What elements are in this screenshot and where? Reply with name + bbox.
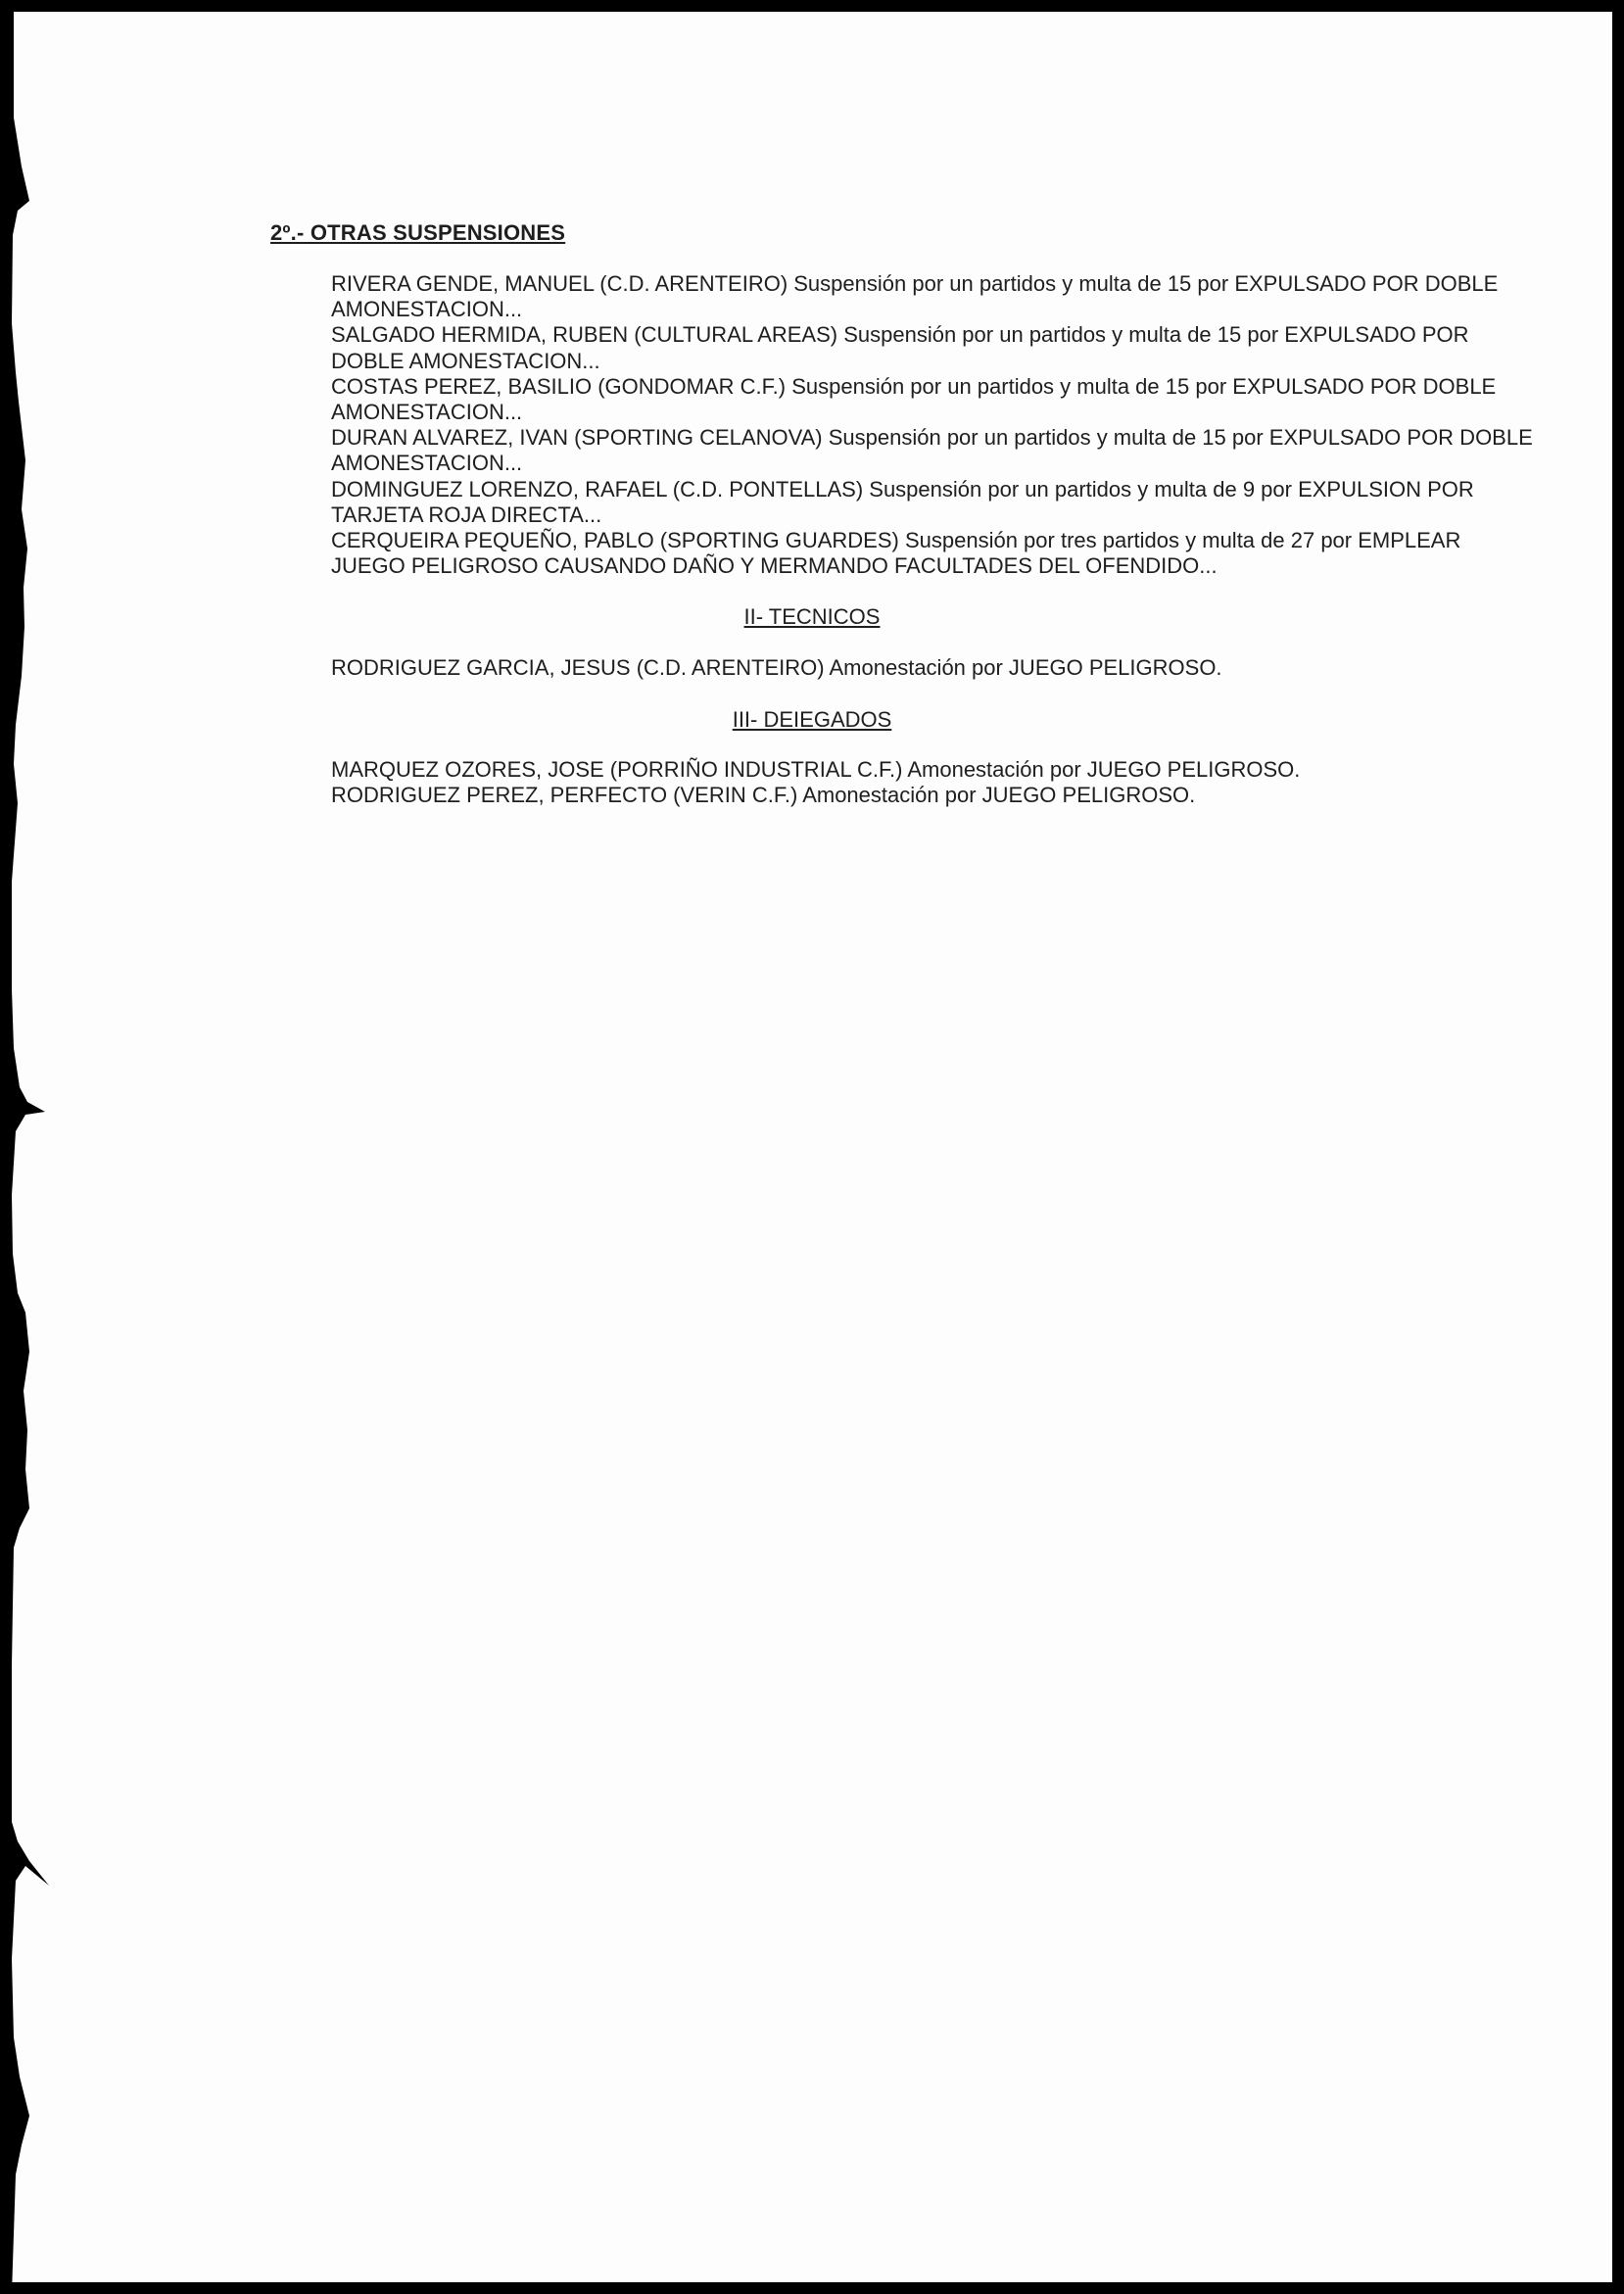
- tecnicos-list: [331, 655, 1536, 681]
- section-heading: 2º.- OTRAS SUSPENSIONES: [270, 220, 566, 245]
- tecnicos-heading: II- TECNICOS: [743, 604, 881, 629]
- list-item: DOMINGUEZ LORENZO, RAFAEL (C.D. PONTELLAS) Suspensión por un partidos y multa de 9 por EXPULSION POR TARJETA ROJA DIRECTA...: [331, 476, 1474, 527]
- list-item: CERQUEIRA PEQUEÑO, PABLO (SPORTING GUARDES) Suspensión por tres partidos y multa de 27 por EMPLEAR JUEGO PELIGROSO CAUSANDO DAÑO Y MERMANDO FACULTADES DEL OFENDIDO...: [331, 528, 1461, 579]
- delegados-list: [331, 757, 1536, 808]
- list-item: RODRIGUEZ GARCIA, JESUS (C.D. ARENTEIRO) Amonestación por JUEGO PELIGROSO.: [331, 655, 1222, 680]
- suspension-list: [331, 271, 1536, 579]
- list-item: COSTAS PEREZ, BASILIO (GONDOMAR C.F.) Suspensión por un partidos y multa de 15 por EXPULSADO POR DOBLE AMONESTACION...: [331, 373, 1497, 425]
- list-item: RIVERA GENDE, MANUEL (C.D. ARENTEIRO) Suspensión por un partidos y multa de 15 por EXPULSADO POR DOBLE AMONESTACION...: [331, 271, 1499, 322]
- list-item: MARQUEZ OZORES, JOSE (PORRIÑO INDUSTRIAL C.F.) Amonestación por JUEGO PELIGROSO.: [331, 757, 1301, 782]
- list-item: DURAN ALVAREZ, IVAN (SPORTING CELANOVA) Suspensión por un partidos y multa de 15 por EXPULSADO POR DOBLE AMONESTACION...: [331, 425, 1533, 476]
- list-item: SALGADO HERMIDA, RUBEN (CULTURAL AREAS) Suspensión por un partidos y multa de 15 por EXPULSADO POR DOBLE AMONESTACION...: [331, 322, 1469, 373]
- delegados-heading: III- DEIEGADOS: [732, 707, 892, 732]
- list-item: RODRIGUEZ PEREZ, PERFECTO (VERIN C.F.) Amonestación por JUEGO PELIGROSO.: [331, 783, 1196, 808]
